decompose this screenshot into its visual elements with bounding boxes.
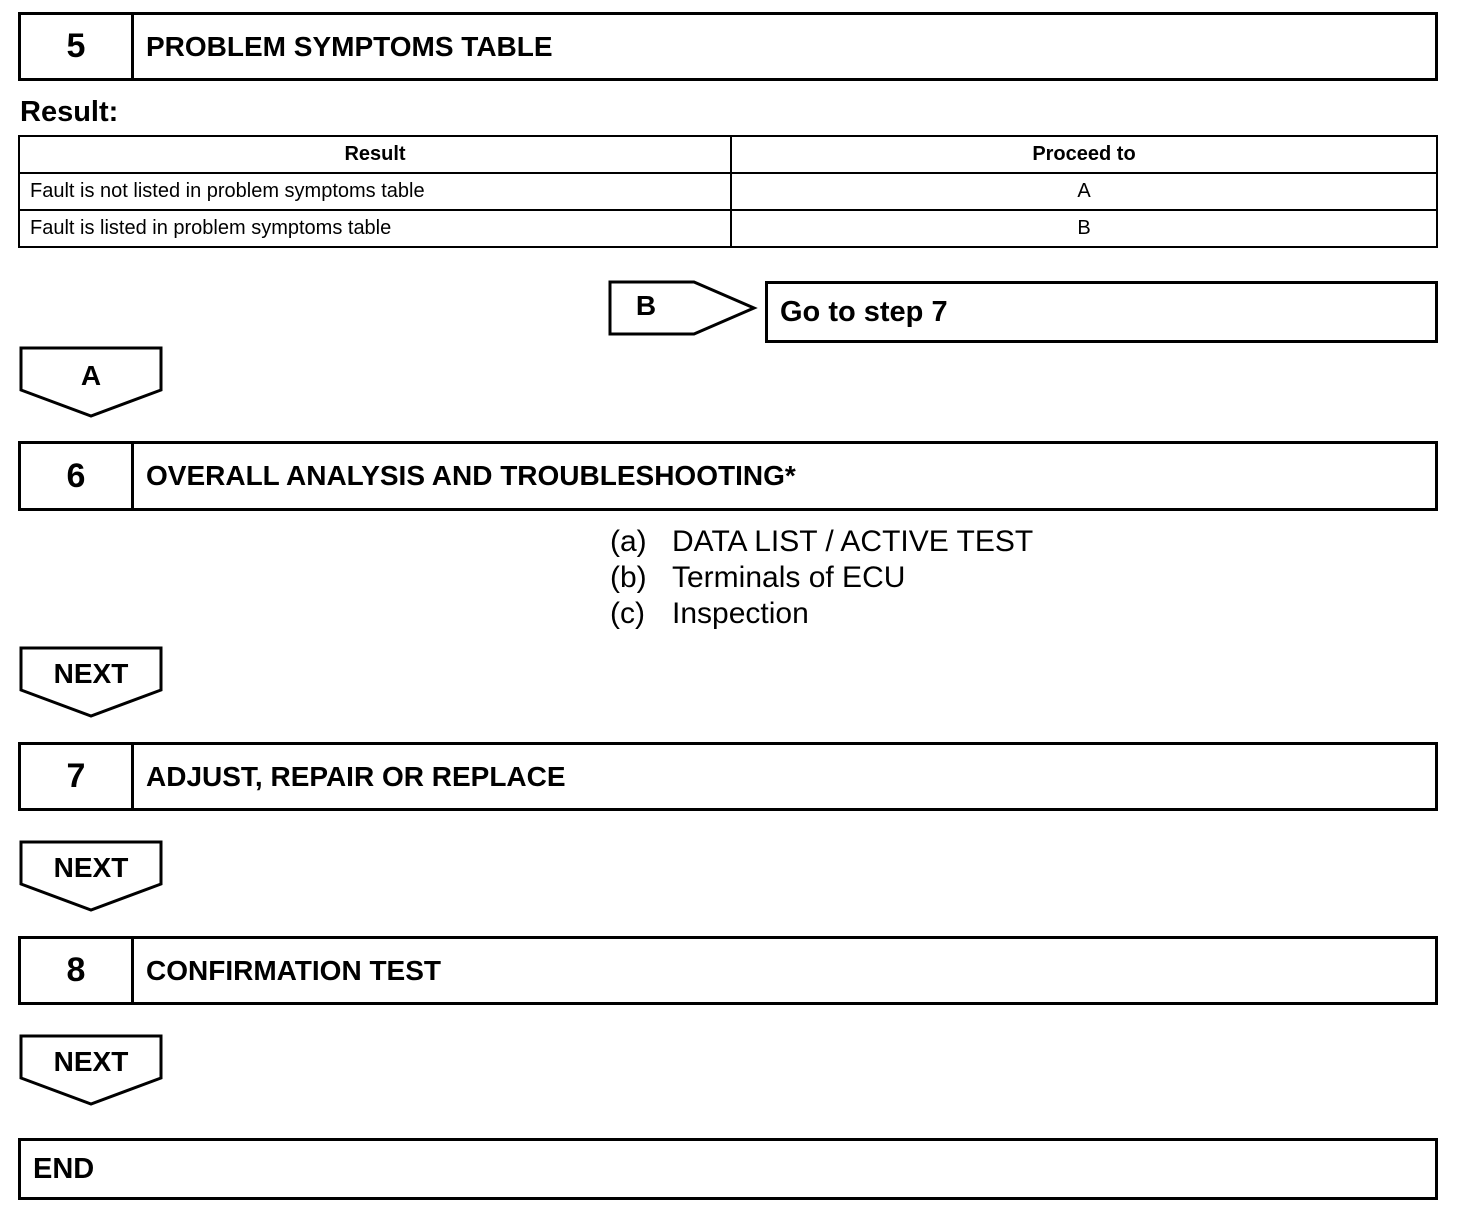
step-5-header xyxy=(18,12,1438,81)
list-marker: (c) xyxy=(610,597,645,630)
step-number: 6 xyxy=(21,444,134,508)
result-table xyxy=(18,135,1438,248)
step-title: ADJUST, REPAIR OR REPLACE xyxy=(146,760,566,792)
next-label: NEXT xyxy=(53,658,129,689)
step-title: CONFIRMATION TEST xyxy=(146,954,442,986)
branch-a-label: A xyxy=(80,360,102,391)
list-marker: (a) xyxy=(610,525,647,558)
step-number: 5 xyxy=(21,15,134,78)
next-label: NEXT xyxy=(53,852,129,883)
result-cell: Fault is not listed in problem symptoms table xyxy=(19,173,731,210)
table-row xyxy=(19,173,1437,210)
result-label: Result: xyxy=(20,96,119,128)
list-item xyxy=(610,560,1033,596)
step-number: 8 xyxy=(21,939,134,1002)
goto-step-7-box: Go to step 7 xyxy=(765,281,1438,343)
column-header-result: Result xyxy=(19,136,731,173)
result-cell: Fault is listed in problem symptoms table xyxy=(19,210,731,247)
step-title: PROBLEM SYMPTOMS TABLE xyxy=(146,30,553,62)
step-6-list xyxy=(610,524,1033,632)
proceed-cell: A xyxy=(731,173,1437,210)
column-header-proceed: Proceed to xyxy=(731,136,1437,173)
proceed-cell: B xyxy=(731,210,1437,247)
list-marker: (b) xyxy=(610,561,647,594)
list-item xyxy=(610,524,1033,560)
table-row xyxy=(19,210,1437,247)
step-8-header xyxy=(18,936,1438,1005)
step-6-header xyxy=(18,441,1438,511)
list-text: Inspection xyxy=(672,597,809,630)
list-text: DATA LIST / ACTIVE TEST xyxy=(672,525,1034,558)
step-7-header xyxy=(18,742,1438,811)
branch-b-label: B xyxy=(635,290,657,321)
list-text: Terminals of ECU xyxy=(672,561,906,594)
step-title: OVERALL ANALYSIS AND TROUBLESHOOTING* xyxy=(146,460,796,491)
end-box: END xyxy=(18,1138,1438,1200)
list-item xyxy=(610,596,1033,632)
table-header-row xyxy=(19,136,1437,173)
next-label: NEXT xyxy=(53,1046,129,1077)
step-number: 7 xyxy=(21,745,134,808)
